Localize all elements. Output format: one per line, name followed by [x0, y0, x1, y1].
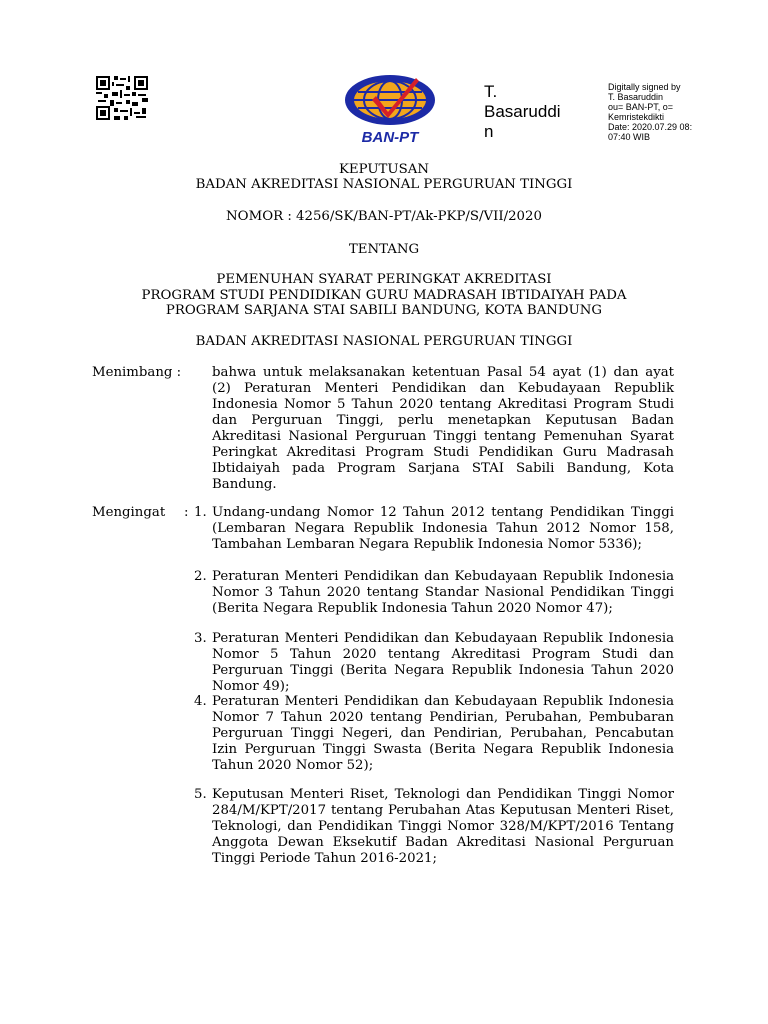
signer-name: [484, 82, 594, 142]
signer-name-line: T.: [484, 82, 498, 101]
doc-type: KEPUTUSAN: [339, 162, 429, 177]
list-item-number: 4.: [194, 694, 207, 709]
subject-line: PROGRAM STUDI PENDIDIKAN GURU MADRASAH IBTIDAIYAH PADA: [141, 288, 627, 303]
list-item: Peraturan Menteri Pendidikan dan Kebudayaan Republik Indonesia Nomor 5 Tahun 2020 tentang Akreditasi Program Studi dan Perguruan Tinggi (Berita Negara Republik Indonesia Tahun 2020 Nomor 49);: [212, 631, 674, 694]
signer-name-line: Basaruddi: [484, 102, 561, 121]
digital-signature-info: Digitally signed by T. Basaruddin ou= BAN-PT, o= Kemristekdikti Date: 2020.07.29 08: 07:40 WIB: [608, 82, 693, 142]
list-item-number: 2.: [194, 569, 207, 584]
agency-name-repeat: BADAN AKREDITASI NASIONAL PERGURUAN TINGGI: [195, 334, 573, 349]
subject-line: PEMENUHAN SYARAT PERINGKAT AKREDITASI: [216, 272, 552, 287]
decree-number: NOMOR : 4256/SK/BAN-PT/Ak-PKP/S/VII/2020: [226, 209, 542, 224]
list-item: Peraturan Menteri Pendidikan dan Kebudayaan Republik Indonesia Nomor 7 Tahun 2020 tentang Pendirian, Perubahan, Pembubaran Perguruan Tinggi Negeri, dan Pendirian, Perubahan, Pencabutan Izin Perguruan Tinggi Swasta (Berita Negara Republik Indonesia Tahun 2020 Nomor 52);: [212, 694, 674, 773]
mengingat-colon: :: [184, 505, 189, 520]
list-item: Keputusan Menteri Riset, Teknologi dan Pendidikan Tinggi Nomor 284/M/KPT/2017 tentang Perubahan Atas Keputusan Menteri Riset, Teknologi, dan Pendidikan Tinggi Nomor 328/M/KPT/2016 Tentang Anggota Dewan Eksekutif Badan Akreditasi Nasional Perguruan Tinggi Periode Tahun 2016-2021;: [212, 787, 674, 866]
list-item-number: 5.: [194, 787, 207, 802]
signer-name-line: n: [484, 122, 494, 141]
tentang-label: TENTANG: [348, 242, 420, 257]
menimbang-text: bahwa untuk melaksanakan ketentuan Pasal 54 ayat (1) dan ayat (2) Peraturan Menteri Pendidikan dan Kebudayaan Republik Indonesia Nomor 5 Tahun 2020 tentang Akreditasi Program Studi dan Perguruan Tinggi, perlu menetapkan Keputusan Badan Akreditasi Nasional Perguruan Tinggi tentang Pemenuhan Syarat Peringkat Akreditasi Program Studi Pendidikan Guru Madrasah Ibtidaiyah pada Program Sarjana STAI Sabili Bandung, Kota Bandung.: [212, 365, 674, 492]
mengingat-label: Mengingat: [92, 505, 166, 520]
ban-pt-logo: [320, 72, 460, 148]
list-item-number: 1.: [194, 505, 207, 520]
list-item: Peraturan Menteri Pendidikan dan Kebudayaan Republik Indonesia Nomor 3 Tahun 2020 tentang Standar Nasional Pendidikan Tinggi (Berita Negara Republik Indonesia Tahun 2020 Nomor 47);: [212, 569, 674, 616]
list-item: Undang-undang Nomor 12 Tahun 2012 tentang Pendidikan Tinggi (Lembaran Negara Republik Indonesia Tahun 2012 Nomor 158, Tambahan Lembaran Negara Republik Indonesia Nomor 5336);: [212, 505, 674, 552]
subject-line: PROGRAM SARJANA STAI SABILI BANDUNG, KOTA BANDUNG: [165, 303, 603, 318]
qr-code: [96, 76, 148, 120]
logo-text: BAN-PT: [361, 129, 419, 146]
agency-name: BADAN AKREDITASI NASIONAL PERGURUAN TINGGI: [195, 177, 573, 192]
menimbang-label: Menimbang :: [92, 365, 182, 380]
list-item-number: 3.: [194, 631, 207, 646]
